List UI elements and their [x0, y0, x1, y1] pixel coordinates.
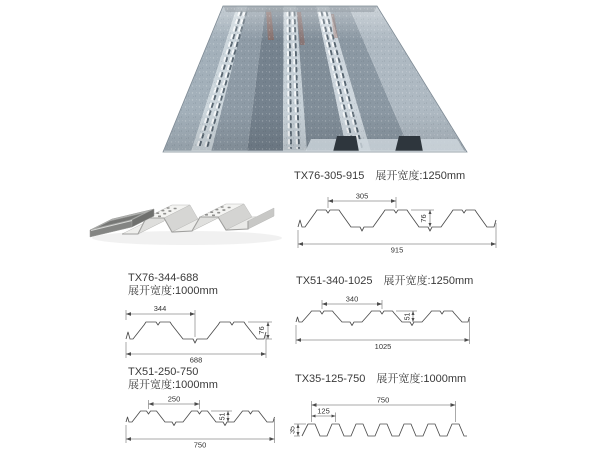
dim-pitch-label: 250: [167, 394, 181, 404]
dim-pitch: [328, 192, 396, 209]
dim-width: [312, 396, 456, 423]
profile-drawing-tx35-125-750: [290, 373, 500, 446]
unfold-width-label: 展开宽度:1000mm: [128, 285, 218, 297]
unfold-width-label: 展开宽度:1000mm: [376, 373, 467, 385]
dim-height-label: 51: [404, 312, 412, 321]
dim-pitch: [149, 395, 200, 410]
dim-pitch-label: 125: [317, 406, 330, 416]
drawing-model-label: TX51-250-750: [128, 366, 199, 378]
sample-decking-photo: [82, 166, 297, 250]
dim-pitch: [312, 407, 336, 423]
drawing-model-label: TX51-340-1025: [296, 275, 373, 287]
profile-outline: [126, 411, 275, 426]
profile-outline: [302, 424, 467, 436]
dim-height: [411, 210, 434, 227]
dim-width-label: 750: [376, 395, 390, 405]
dim-height: [211, 411, 232, 422]
main-decking-photo: [135, 0, 475, 158]
dim-pitch: [322, 295, 382, 310]
dim-width: [296, 319, 470, 351]
ground-shadow: [92, 231, 282, 245]
dim-pitch: [126, 304, 195, 337]
drawing-model-label: TX76-344-688: [128, 272, 199, 284]
profile-drawing-tx76-344-688: [120, 272, 300, 363]
dim-width: [126, 419, 275, 449]
dim-width: [126, 335, 266, 363]
profile-outline: [298, 210, 496, 231]
unfold-width-label: 展开宽度:1000mm: [128, 379, 218, 391]
dim-width-label: 688: [189, 355, 203, 363]
dim-height-label: 51: [219, 412, 227, 421]
dim-width: [298, 223, 496, 254]
dim-height-label: 35: [290, 426, 297, 434]
drawing-title: [292, 170, 522, 183]
dim-height: [290, 424, 306, 436]
dim-pitch-label: 305: [355, 191, 369, 201]
profile-drawing-tx51-340-1025: [291, 275, 501, 351]
drawing-title: [120, 366, 300, 392]
dim-pitch-label: 344: [153, 304, 167, 313]
drawing-model-label: TX76-305-915: [294, 170, 365, 182]
drawing-title: [120, 272, 300, 298]
unfold-width-label: 展开宽度:1250mm: [383, 275, 474, 287]
dim-height-label: 76: [419, 214, 428, 223]
deck-sheet: [155, 0, 475, 158]
profile-diagram: [120, 394, 295, 449]
profile-drawing-tx51-250-750: [120, 366, 300, 449]
profile-diagram: [120, 300, 295, 363]
dim-height-label: 76: [257, 326, 266, 335]
dim-pitch-label: 340: [345, 294, 359, 304]
profile-drawing-tx76-305-915: [292, 170, 522, 254]
dim-width-label: 1025: [374, 342, 392, 351]
profile-outline: [126, 322, 266, 343]
drawing-model-label: TX35-125-750: [295, 373, 366, 385]
drawing-title: [290, 373, 500, 386]
profile-diagram: [291, 292, 489, 351]
dim-width-label: 915: [390, 245, 404, 254]
profile-outline: [296, 311, 470, 326]
profile-diagram: [290, 394, 485, 446]
dim-width-label: 750: [193, 440, 207, 449]
profile-diagram: [292, 188, 510, 254]
dim-height: [396, 311, 417, 322]
dim-height: [248, 322, 272, 339]
unfold-width-label: 展开宽度:1250mm: [375, 170, 466, 182]
drawing-title: [291, 275, 501, 288]
